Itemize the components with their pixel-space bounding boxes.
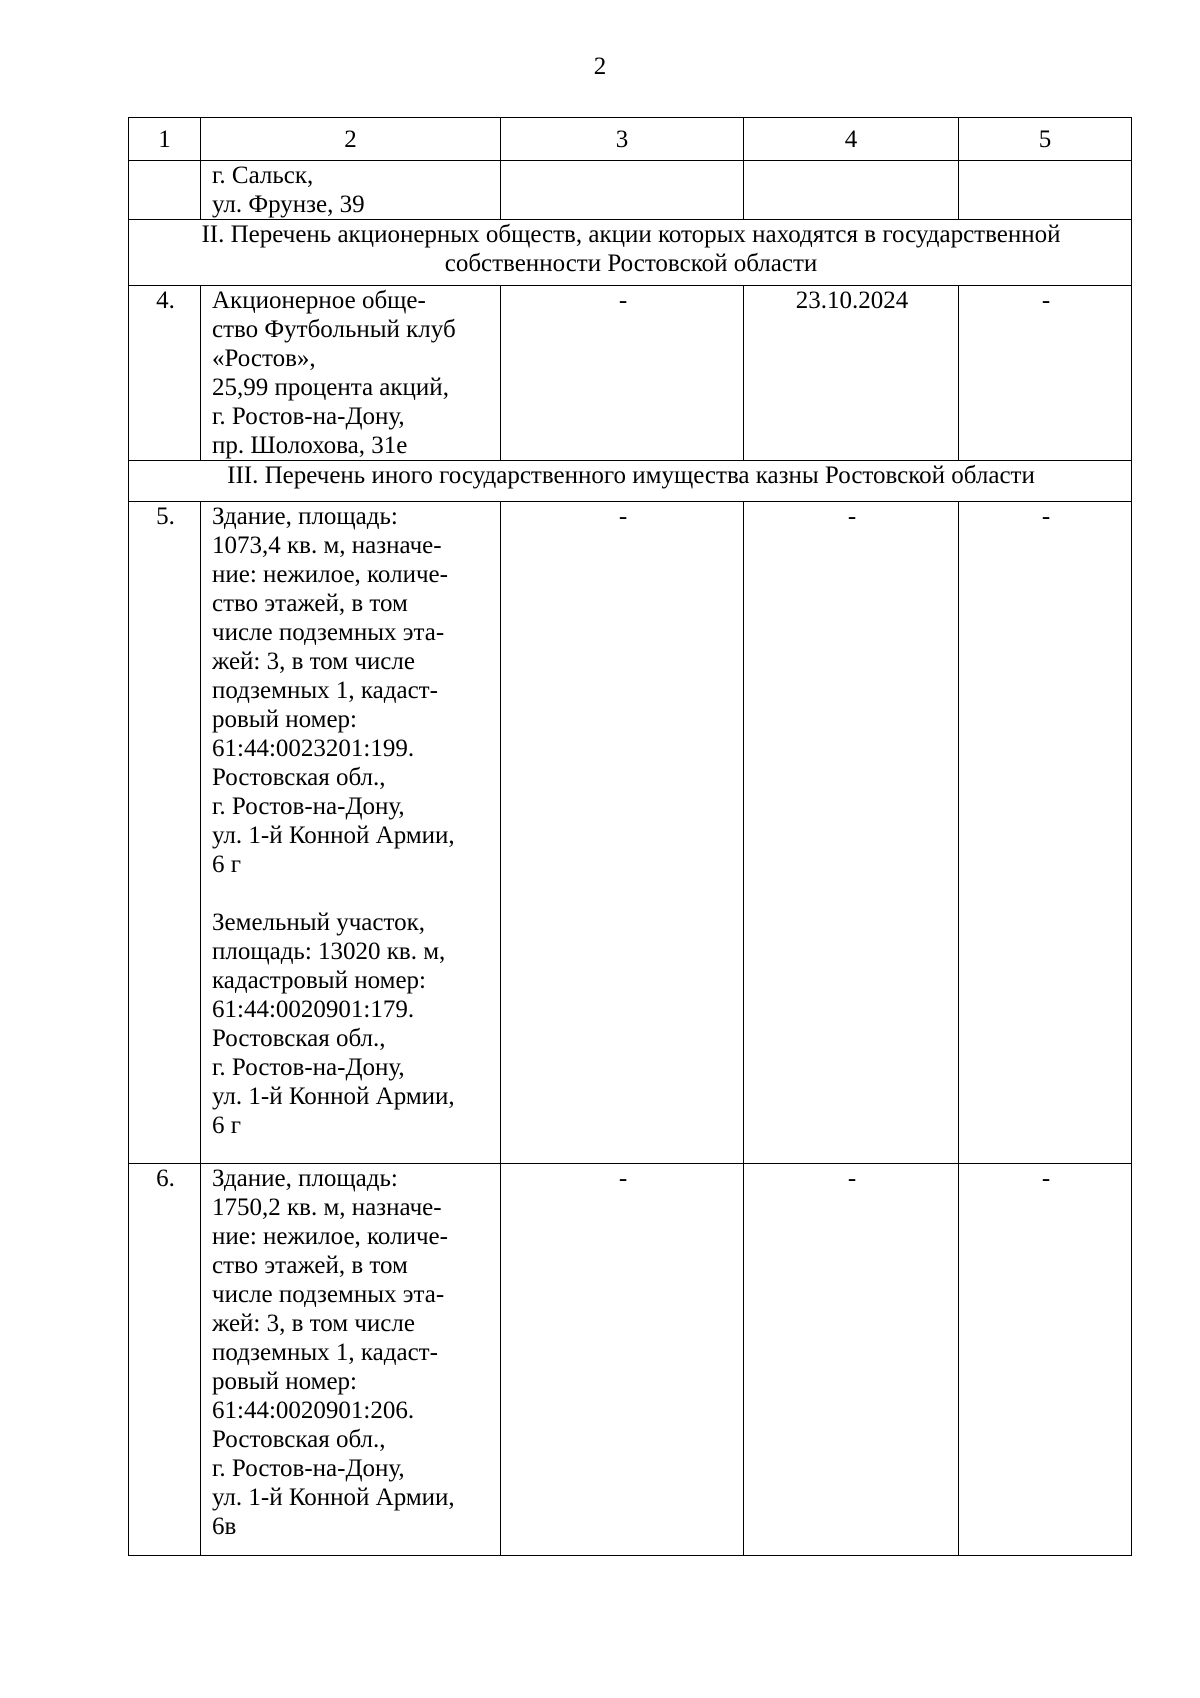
description-line: 25,99 процента акций, — [212, 374, 449, 401]
description-line: числе подземных эта- — [212, 1281, 445, 1308]
description-line: Здание, площадь: — [212, 1165, 398, 1192]
description-line: ровый номер: — [212, 706, 357, 733]
description-line: жей: 3, в том числе — [212, 648, 415, 675]
page-number: 2 — [593, 53, 607, 80]
header-cell-4: 4 — [744, 118, 959, 161]
description-line: 61:44:0023201:199. — [212, 735, 415, 762]
description-line: «Ростов», — [212, 345, 316, 372]
description-cell — [201, 161, 501, 220]
description-line: 61:44:0020901:206. — [212, 1397, 415, 1424]
description-line: 61:44:0020901:179. — [212, 996, 415, 1023]
description-line: площадь: 13020 кв. м, — [212, 938, 446, 965]
col4-cell — [744, 161, 959, 220]
table-row-continuation — [129, 161, 1132, 220]
col4-value: - — [744, 502, 959, 1164]
table-row — [129, 502, 1132, 1164]
description-line: г. Ростов-на-Дону, — [212, 1054, 405, 1081]
table-row — [129, 286, 1132, 461]
section-title-3: III. Перечень иного государственного имущества казны Ростовской области — [129, 461, 1132, 502]
row-number: 6. — [129, 1164, 201, 1556]
description-line: Ростовская обл., — [212, 1426, 386, 1453]
col3-value: - — [501, 286, 744, 461]
description-line: пр. Шолохова, 31е — [212, 432, 408, 459]
description-line: числе подземных эта- — [212, 619, 445, 646]
description-cell — [201, 286, 501, 461]
description-line: ул. Фрунзе, 39 — [212, 191, 365, 218]
description-line: подземных 1, кадаст- — [212, 1339, 438, 1366]
section-row-2 — [129, 220, 1132, 286]
header-row — [129, 118, 1132, 161]
description-line: ул. 1-й Конной Армии, — [212, 822, 455, 849]
description-line: 1073,4 кв. м, назначе- — [212, 532, 442, 559]
row-number: 5. — [129, 502, 201, 1164]
col5-value: - — [959, 286, 1132, 461]
description-line: г. Ростов-на-Дону, — [212, 403, 405, 430]
description-line: 6в — [212, 1513, 237, 1540]
description-line: ул. 1-й Конной Армии, — [212, 1484, 455, 1511]
col3-value: - — [501, 1164, 744, 1556]
description-line: ство этажей, в том — [212, 590, 408, 617]
num-cell — [129, 161, 201, 220]
description-line: ние: нежилое, количе- — [212, 1223, 448, 1250]
header-cell-2: 2 — [201, 118, 501, 161]
row-number: 4. — [129, 286, 201, 461]
description-cell — [201, 502, 501, 1164]
description-line: ство этажей, в том — [212, 1252, 408, 1279]
description-line: ровый номер: — [212, 1368, 357, 1395]
description-line: 6 г — [212, 1112, 242, 1139]
description-line: г. Сальск, — [212, 162, 314, 189]
col4-date: 23.10.2024 — [744, 286, 959, 461]
col5-value: - — [959, 502, 1132, 1164]
col4-value: - — [744, 1164, 959, 1556]
description-line: подземных 1, кадаст- — [212, 677, 438, 704]
description-line: г. Ростов-на-Дону, — [212, 1455, 405, 1482]
description-line: Акционерное обще- — [212, 287, 426, 314]
description-line: Ростовская обл., — [212, 764, 386, 791]
header-cell-5: 5 — [959, 118, 1132, 161]
section-row-3 — [129, 461, 1132, 502]
paragraph-gap — [212, 879, 491, 908]
description-line: ство Футбольный клуб — [212, 316, 456, 343]
description-line: ние: нежилое, количе- — [212, 561, 448, 588]
description-line: кадастровый номер: — [212, 967, 427, 994]
table-row — [129, 1164, 1132, 1556]
description-line: Ростовская обл., — [212, 1025, 386, 1052]
col3-value: - — [501, 502, 744, 1164]
description-cell — [201, 1164, 501, 1556]
section-title-2: II. Перечень акционерных обществ, акции которых находятся в государственной собственности Ростовской области — [129, 220, 1132, 286]
col3-cell — [501, 161, 744, 220]
description-line: ул. 1-й Конной Армии, — [212, 1083, 455, 1110]
description-line: 1750,2 кв. м, назначе- — [212, 1194, 442, 1221]
header-cell-3: 3 — [501, 118, 744, 161]
description-line: Здание, площадь: — [212, 503, 398, 530]
col5-cell — [959, 161, 1132, 220]
description-line: жей: 3, в том числе — [212, 1310, 415, 1337]
description-line: г. Ростов-на-Дону, — [212, 793, 405, 820]
header-cell-1: 1 — [129, 118, 201, 161]
description-line: 6 г — [212, 851, 242, 878]
property-table — [128, 117, 1132, 1556]
col5-value: - — [959, 1164, 1132, 1556]
description-line: Земельный участок, — [212, 909, 425, 936]
